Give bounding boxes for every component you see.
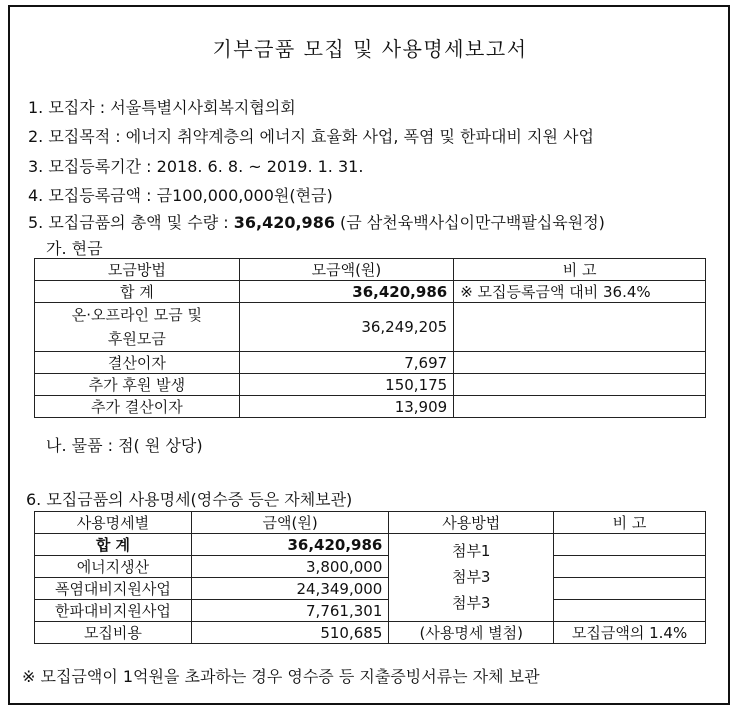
usage-method: (사용명세 별첨)	[389, 622, 554, 644]
table-row	[35, 578, 706, 600]
cash-table	[34, 258, 706, 418]
usage-amount: 510,685	[191, 622, 389, 644]
usage-amount: 7,761,301	[191, 600, 389, 622]
cash-heading: 가. 현금	[46, 239, 103, 258]
item-total-prefix: 5. 모집금품의 총액 및 수량 :	[28, 213, 234, 232]
document-title: 기부금품 모집 및 사용명세보고서	[212, 37, 528, 61]
usage-amount: 24,349,000	[191, 578, 389, 600]
usage-label: 폭염대비지원사업	[35, 578, 192, 600]
item-total	[28, 210, 605, 233]
item-registered-amount: 4. 모집등록금액 : 금100,000,000원(현금)	[28, 186, 333, 205]
table-row-total	[35, 281, 706, 303]
amount-cell: 36,249,205	[239, 303, 454, 352]
table-row	[35, 622, 706, 644]
amount-cell: 13,909	[239, 396, 454, 418]
item-total-suffix: (금 삼천육백사십이만구백팔십육원정)	[334, 213, 605, 232]
note-cell	[554, 534, 706, 556]
amount-cell: 7,697	[239, 352, 454, 374]
usage-note: 모집금액의 1.4%	[554, 622, 706, 644]
item-purpose: 2. 모집목적 : 에너지 취약계층의 에너지 효율화 사업, 폭염 및 한파대비 지원 사업	[28, 127, 594, 146]
table-row	[35, 600, 706, 622]
item-recruiter: 1. 모집자 : 서울특별시사회복지협의회	[28, 98, 296, 117]
usage-method-cell	[389, 534, 554, 622]
usage-total-label: 합 계	[35, 534, 192, 556]
method-text: 첨부3	[451, 594, 491, 612]
note-cell	[554, 578, 706, 600]
usage-label: 한파대비지원사업	[35, 600, 192, 622]
usage-heading: 6. 모집금품의 사용명세(영수증 등은 자체보관)	[26, 490, 353, 509]
note-cell	[554, 556, 706, 578]
note-cell	[454, 303, 706, 352]
table-row	[35, 374, 706, 396]
method-label: 추가 결산이자	[35, 396, 240, 418]
column-header: 모금방법	[35, 259, 240, 281]
usage-amount: 3,800,000	[191, 556, 389, 578]
column-header: 비 고	[454, 259, 706, 281]
table-row-total	[35, 534, 706, 556]
table-row	[35, 352, 706, 374]
method-label: 추가 후원 발생	[35, 374, 240, 396]
table-row	[35, 303, 706, 352]
total-label: 합 계	[35, 281, 240, 303]
amount-cell: 150,175	[239, 374, 454, 396]
goods-line: 나. 물품 : 점( 원 상당)	[46, 436, 203, 455]
usage-table	[34, 511, 706, 644]
method-text: 첨부3	[451, 568, 491, 586]
table-header-row	[35, 512, 706, 534]
item-total-amount: 36,420,986	[233, 213, 335, 232]
total-amount: 36,420,986	[239, 281, 454, 303]
note-cell	[454, 396, 706, 418]
column-header: 금액(원)	[191, 512, 389, 534]
method-text: 첨부1	[451, 542, 491, 560]
footnote: ※ 모집금액이 1억원을 초과하는 경우 영수증 등 지출증빙서류는 자체 보관	[22, 667, 540, 686]
usage-label: 모집비용	[35, 622, 192, 644]
usage-label: 에너지생산	[35, 556, 192, 578]
method-label-line: 온·오프라인 모금 및	[71, 306, 202, 324]
table-row	[35, 556, 706, 578]
column-header: 사용명세별	[35, 512, 192, 534]
column-header: 모금액(원)	[239, 259, 454, 281]
item-period: 3. 모집등록기간 : 2018. 6. 8. ~ 2019. 1. 31.	[28, 157, 364, 176]
method-label: 결산이자	[35, 352, 240, 374]
table-row	[35, 396, 706, 418]
table-header-row	[35, 259, 706, 281]
note-cell	[554, 600, 706, 622]
column-header: 비 고	[554, 512, 706, 534]
usage-total-amount: 36,420,986	[191, 534, 389, 556]
note-cell	[454, 352, 706, 374]
column-header: 사용방법	[389, 512, 554, 534]
note-cell	[454, 374, 706, 396]
method-label	[35, 303, 240, 352]
total-note: ※ 모집등록금액 대비 36.4%	[454, 281, 706, 303]
method-label-line: 후원모금	[107, 330, 166, 348]
